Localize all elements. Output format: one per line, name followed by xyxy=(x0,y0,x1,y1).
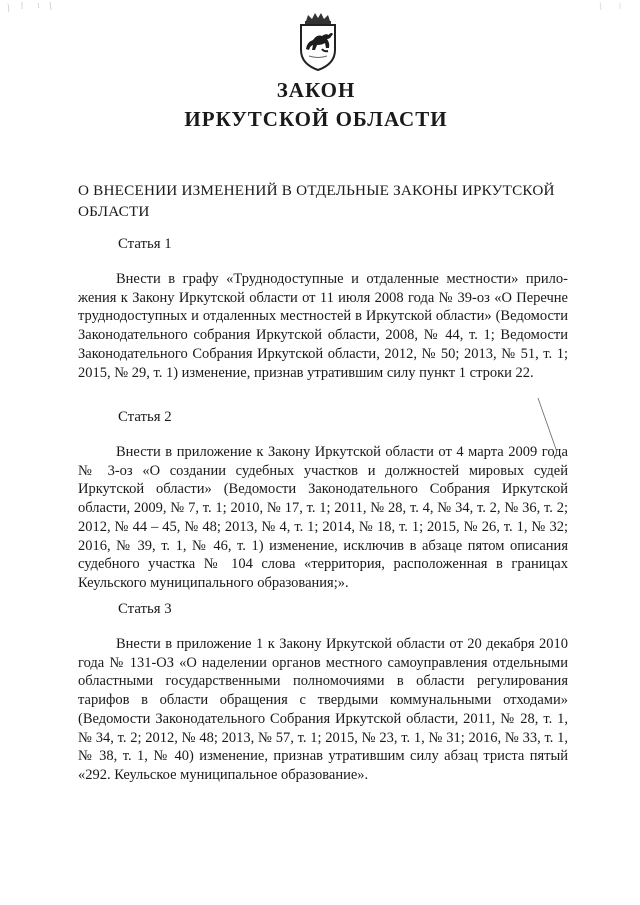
article-1-heading: Статья 1 xyxy=(118,236,172,252)
irkutsk-oblast-coat-of-arms-icon xyxy=(289,12,347,72)
article-1-text: Внести в графу «Труднодоступные и отдаленные местности» приложения к Закону Иркутской области от 11 июля 2008 года № 39-оз «О Перечне труднодоступных и отдаленных местностей в Иркутской области» (Ведомости Законодательного собрания Иркутской области, 2008, № 44, т. 1; Ведомости Законодательного Собрания Иркутской области, 2012, № 50; 2013, № 51, т. 1; 2015, № 29, т. 1) изменение, признав утратившим силу пункт 1 строки 22. xyxy=(78,271,568,381)
law-title: ЗАКОН xyxy=(276,78,356,102)
article-3-heading: Статья 3 xyxy=(118,601,172,617)
article-2-text: Внести в приложение к Закону Иркутской области от 4 марта 2009 года № 3-оз «О создании судебных участков и должностей мировых судей Иркутской области» (Ведомости Законодательного Собрания Иркутской области, 2009, № 7, т. 1; 2010, № 17, т. 1; 2011, № 28, т. 4, № 34, т. 2, № 36, т. 2; 2012, № 44 – 45, № 48; 2013, № 4, т. 1; 2014, № 18, т. 1; 2015, № 26, т. 1, № 32; 2016, № 39, т. 1, № 46, т. 1) изменение, исключив в абзаце пятом описания судебного участка № 104 слова «территория, расположенная в границах Кеульского муниципального образования;». xyxy=(78,444,568,591)
article-2-heading: Статья 2 xyxy=(118,409,172,425)
scan-edge-noise xyxy=(0,0,60,20)
law-title-region: ИРКУТСКОЙ ОБЛАСТИ xyxy=(184,107,448,131)
law-subject: О ВНЕСЕНИИ ИЗМЕНЕНИЙ В ОТДЕЛЬНЫЕ ЗАКОНЫ ИРКУТСКОЙ ОБЛАСТИ xyxy=(78,182,555,220)
scan-edge-noise-right xyxy=(590,0,640,20)
article-3-text: Внести в приложение 1 к Закону Иркутской области от 20 декабря 2010 года № 131-ОЗ «О наделении органов местного самоуправления отдельными областными государственными полномочиями в области регулирования тарифов в области обращения с твердыми коммунальными отходами» (Ведомости Законодательного Собрания Иркутской области, 2011, № 28, т. 1, № 34, т. 2; 2012, № 48; 2013, № 57, т. 1; 2015, № 23, т. 1, № 31; 2016, № 33, т. 1, № 38, т. 1, № 40) изменение, признав утратившим силу абзац триста пятый «292. Кеульское муниципальное образование». xyxy=(78,636,568,783)
